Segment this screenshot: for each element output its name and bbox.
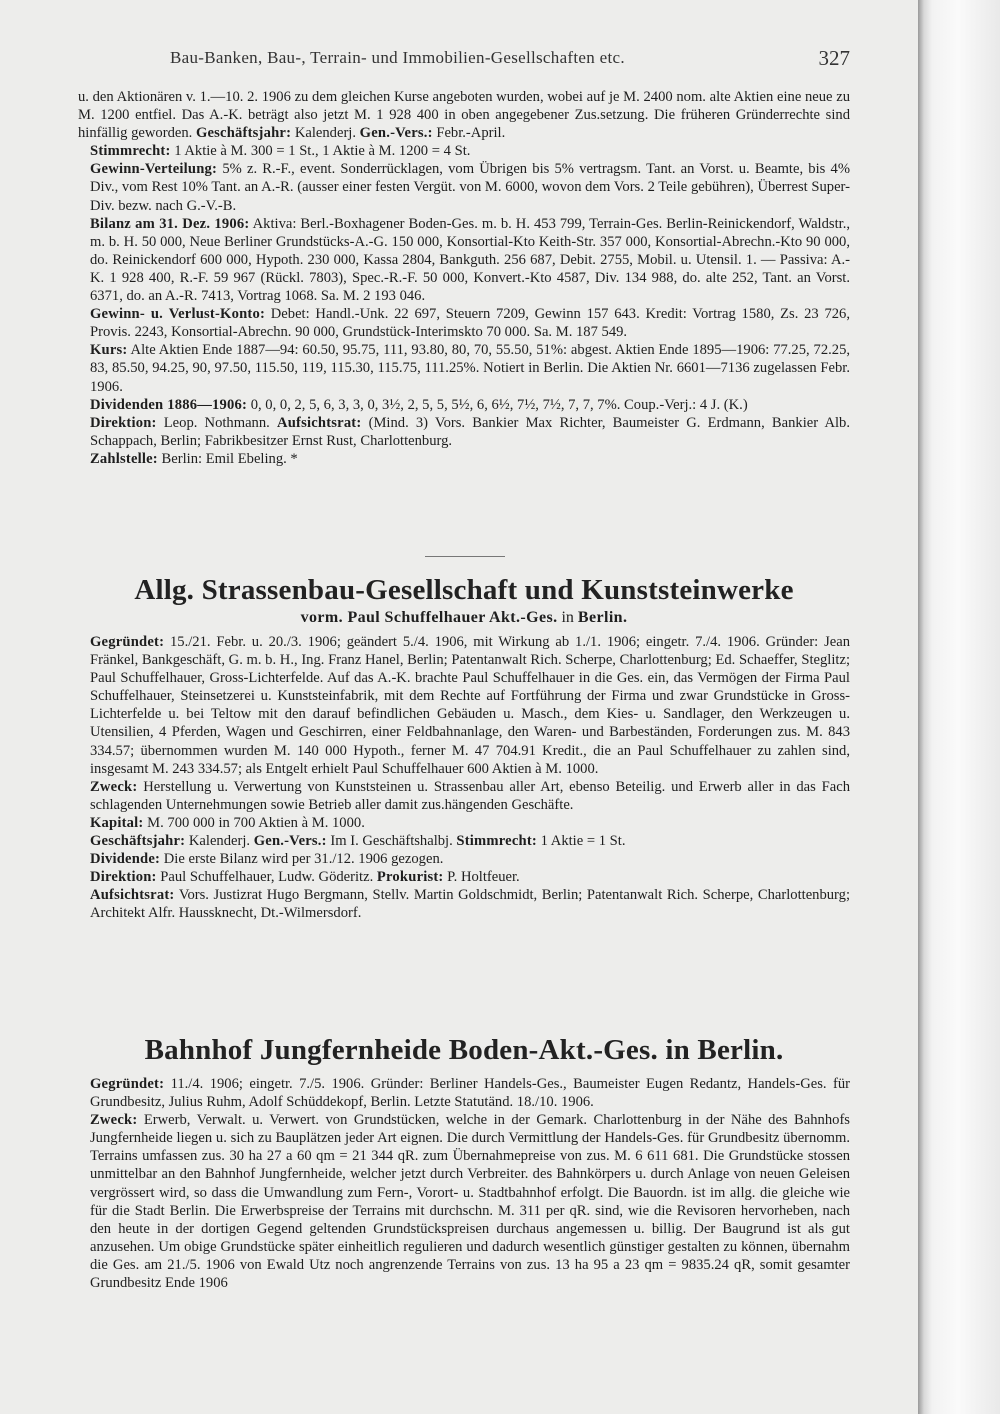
running-header — [170, 46, 850, 72]
geschaeftsjahr-value: Kalenderj. — [188, 833, 251, 850]
stimmrecht-label: Stimmrecht: — [90, 143, 171, 160]
genvers-label: Gen.-Vers.: — [253, 833, 327, 850]
page-number: 327 — [818, 46, 850, 70]
dividende-paragraph — [78, 850, 850, 868]
kapital-label: Kapital: — [90, 814, 144, 831]
bilanz-label: Bilanz am 31. Dez. 1906: — [90, 215, 250, 232]
genvers-value: Im I. Geschäftshalbj. — [330, 833, 453, 850]
aufsichtsrat-value: (Mind. 3) Vors. Bankier Max Richter, Baumeister G. Erdmann, Bankier Alb. Schappach, Berlin; Fabrikbesitzer Ernst Rust, Charlottenburg. — [90, 414, 850, 449]
gegruendet-value: 15./21. Febr. u. 20./3. 1906; geändert 5./4. 1906, mit Wirkung ab 1./1. 1906; eingetr. 7./4. 1906. Gründer: Jean Fränkel, Bankgeschäft, G. m. b. H., Ing. Franz Hanel, Berlin; Patentanwalt Rich. Scherpe, Charlottenburg; Ed. Schaeffer, Steglitz; Paul Schuffelhauer, Gross-Lichterfelde. Auf das A.-K. brachte Paul Schuffelhauer in die Ges. ein, das Vermögen der Firma Paul Schuffelhauer, Steinsetzerei u. Kunststeinfabrik, mit dem Rechte auf Fortführung der Firma und zwar Grundstücke in Gross-Lichterfelde u. bei Teltow mit den darauf befindlichen Gebäuden u. Masch., dem Kies- u. Sandlager, den Werkzeugen u. Utensilien, 4 Pferden, Wagen und Geschirren, einer Feldbahnanlage, den Waren- und Barbeständen, Forderungen zus. M. 843 334.57; übernommen wurden M. 140 000 Hypoth., ferner M. 47 704.91 Kredit., die an Paul Schuffelhauer zu zahlen sind, insgesamt M. 243 334.57; als Entgelt erhielt Paul Schuffelhauer 600 Aktien à M. 1000. — [90, 634, 850, 777]
entry-strassenbau — [78, 574, 850, 923]
gewinnverteilung-label: Gewinn-Verteilung: — [90, 161, 218, 178]
dividenden-paragraph — [78, 396, 850, 414]
subtitle-former-name: vorm. Paul Schuffelhauer Akt.-Ges. — [300, 609, 558, 626]
zweck-paragraph — [78, 1111, 850, 1292]
direktion-value: Paul Schuffelhauer, Ludw. Göderitz. — [160, 869, 374, 886]
bilanz-paragraph — [78, 215, 850, 305]
entry-jungfernheide — [78, 1034, 850, 1292]
zweck-label: Zweck: — [90, 1112, 138, 1129]
intro-paragraph — [78, 88, 850, 142]
aufsichtsrat-label: Aufsichtsrat: — [90, 887, 175, 904]
geschaeftsjahr-label: Geschäftsjahr: — [90, 833, 186, 850]
bilanz-value: Aktiva: Berl.-Boxhagener Boden-Ges. m. b. H. 453 799, Terrain-Ges. Berlin-Reinickendorf, Waldstr., m. b. H. 50 000, Neue Berliner Grundstücks-A.-G. 150 000, Konsortial-Kto Keith-Str. 357 000, Konsortial-Abrechn.-Kto 90 000, do. Reinickendorf 600 000, Hypoth. 230 000, Kassa 2804, Bankguth. 256 687, Debit. 2755, Mobil. u. Utensil. 1. — Passiva: A.-K. 1 928 400, R.-F. 59 967 (Rückl. 7803), Spec.-R.-F. 50 000, Konvert.-Kto 4587, Div. 134 988, do. alte 252, Tant. an Vorst. 6371, do. an A.-R. 7413, Vortrag 1068. Sa. M. 2 193 046. — [90, 215, 850, 305]
dividende-value: Die erste Bilanz wird per 31./12. 1906 gezogen. — [163, 851, 444, 868]
zahlstelle-paragraph — [78, 450, 850, 468]
genvers-value: Febr.-April. — [436, 125, 506, 142]
genvers-label: Gen.-Vers.: — [359, 125, 433, 142]
direktion-paragraph — [78, 414, 850, 450]
kapital-value: M. 700 000 in 700 Aktien à M. 1000. — [147, 814, 365, 831]
aufsichtsrat-label: Aufsichtsrat: — [276, 414, 362, 431]
dividenden-value: 0, 0, 0, 2, 5, 6, 3, 3, 0, 3½, 2, 5, 5, 5½, 6, 6½, 7½, 7½, 7, 7, 7%. Coup.-Verj.: 4 J. (K.) — [250, 396, 748, 413]
running-title: Bau-Banken, Bau-, Terrain- und Immobilien-Gesellschaften etc. — [170, 48, 625, 67]
entry-continued — [78, 88, 850, 468]
gegruendet-label: Gegründet: — [90, 634, 165, 650]
direktion-value: Leop. Nothmann. — [163, 414, 270, 431]
section-divider — [425, 556, 505, 557]
zweck-value: Erwerb, Verwalt. u. Verwert. von Grundstücken, welche in der Gemark. Charlottenburg in der Nähe des Bahnhofs Jungfernheide liegen u. sich zu Bauplätzen jeder Art eignen. Die durch Vermittlung der Handels-Ges. für Grundbesitz übernomm. Terrains umfassen zus. 30 ha 27 a 60 qm = 21 344 qR. zum Übernahmepreise von zus. M. 6 611 681. Die Grundstücke stossen unmittelbar an den Bahnhof Jungfernheide, welcher jetzt durch Verbreiter. des Bahnkörpers u. durch Anlage von neuen Geleisen vergrössert wird, so dass die Umwandlung zum Fern-, Vorort- u. Stadtbahnhof erfolgt. Die Bauordn. ist im allg. die gleiche wie für die Stadt Berlin. Die Erwerbspreise der Terrains mit durchschn. M. 311 per qR. sind, wie die Revisoren hervorheben, nach den heute in der dortigen Gegend geltenden Grundstückspreisen durchaus angemessen u. billig. Der Baugrund ist als gut anzusehen. Um obige Grundstücke später einheitlich regulieren und dadurch wesentlich günstiger gestalten zu können, übernahm die Ges. am 21./5. 1906 von Ewald Utz noch angrenzende Terrains von zus. 13 ha 95 a 23 qm = 9835.24 qR, somit gesamter Grundbesitz Ende 1906 — [90, 1112, 850, 1292]
guv-label: Gewinn- u. Verlust-Konto: — [90, 306, 266, 323]
kurs-paragraph — [78, 341, 850, 395]
stimmrecht-label: Stimmrecht: — [456, 833, 537, 850]
direktion-label: Direktion: — [90, 869, 157, 886]
kurs-label: Kurs: — [90, 342, 128, 359]
dividende-label: Dividende: — [90, 851, 161, 868]
kurs-value: Alte Aktien Ende 1887—94: 60.50, 95.75, 111, 93.80, 80, 70, 55.50, 51%: abgest. Aktien Ende 1895—1906: 77.25, 72.25, 83, 85.50, 94.25, 90, 97.50, 115.50, 119, 115.30, 115.75, 111.25%. Notiert in Berlin. Die Aktien Nr. 6601—7136 zugelassen Febr. 1906. — [90, 342, 851, 395]
dividenden-label: Dividenden 1886—1906: — [90, 396, 248, 413]
subtitle-city: Berlin. — [577, 609, 628, 626]
zweck-value: Herstellung u. Verwertung von Kunststeinen u. Strassenbau aller Art, ebenso Beteilig. und Erwerb aller in das Fach schlagenden Unternehmungen sowie Betrieb aller damit zus.hängenden Geschäfte. — [90, 778, 850, 813]
gegruendet-label: Gegründet: — [90, 1076, 165, 1092]
intro-text: u. den Aktionären v. 1.—10. 2. 1906 zu dem gleichen Kurse angeboten wurden, wobei auf je M. 2400 nom. alte Aktien eine neue zu M. 1200 entfiel. Das A.-K. beträgt also jetzt M. 1 928 400 in oben angegebener Zus.setzung. Die früheren Gründerrechte sind hinfällig geworden. — [78, 89, 850, 142]
gewinnverteilung-paragraph — [78, 160, 850, 214]
gegruendet-value: 11./4. 1906; eingetr. 7./5. 1906. Gründer: Berliner Handels-Ges., Baumeister Eugen Redantz, Handels-Ges. für Grundbesitz, Julius Ruhm, Adolf Schüddekopf, Berlin. Letzte Statutänd. 18./10. 1906. — [90, 1076, 850, 1111]
stimmrecht-value: 1 Aktie = 1 St. — [540, 833, 626, 850]
geschaeftsjahr-value: Kalenderj. — [294, 125, 357, 142]
aufsichtsrat-value: Vors. Justizrat Hugo Bergmann, Stellv. Martin Goldschmidt, Berlin; Patentanwalt Rich. Scherpe, Charlottenburg; Architekt Alfr. Haussknecht, Dt.-Wilmersdorf. — [90, 887, 851, 922]
zahlstelle-value: Berlin: Emil Ebeling. * — [161, 450, 298, 467]
direktion-label: Direktion: — [90, 414, 157, 431]
zweck-label: Zweck: — [90, 778, 138, 795]
guv-paragraph — [78, 305, 850, 341]
geschaeftsjahr-paragraph — [78, 832, 850, 850]
gegruendet-paragraph — [78, 633, 850, 778]
subtitle-in: in — [561, 609, 574, 626]
kapital-paragraph — [78, 814, 850, 832]
aufsichtsrat-paragraph — [78, 886, 850, 922]
prokurist-value: P. Holtfeuer. — [447, 869, 520, 886]
company-title: Bahnhof Jungfernheide Boden-Akt.-Ges. in Berlin. — [144, 1034, 784, 1066]
stimmrecht-paragraph — [78, 142, 850, 160]
prokurist-label: Prokurist: — [376, 869, 444, 886]
stimmrecht-value: 1 Aktie à M. 300 = 1 St., 1 Aktie à M. 1200 = 4 St. — [174, 143, 471, 160]
geschaeftsjahr-label: Geschäftsjahr: — [195, 125, 292, 142]
direktion-paragraph — [78, 868, 850, 886]
zweck-paragraph — [78, 778, 850, 814]
company-title: Allg. Strassenbau-Gesellschaft und Kunststeinwerke — [134, 574, 794, 606]
zahlstelle-label: Zahlstelle: — [90, 450, 158, 467]
guv-value: Debet: Handl.-Unk. 22 697, Steuern 7209, Gewinn 157 643. Kredit: Vortrag 1580, Zs. 23 726, Provis. 2243, Konsortial-Abrechn. 90 000, Grundstück-Interimskto 70 000. Sa. M. 187 549. — [90, 306, 850, 341]
gegruendet-paragraph — [78, 1075, 850, 1111]
book-gutter — [918, 0, 1000, 1414]
gewinnverteilung-value: 5% z. R.-F., event. Sonderrücklagen, vom Übrigen bis 5% vertragsm. Tant. an Vorst. u. Beamte, bis 4% Div., vom Rest 10% Tant. an A.-R. (ausser einer festen Vergüt. von M. 6000, wovon dem Vors. 2 Teile gebühren), Überrest Super-Div. bezw. nach G.-V.-B. — [90, 161, 850, 214]
company-subtitle — [78, 609, 850, 627]
